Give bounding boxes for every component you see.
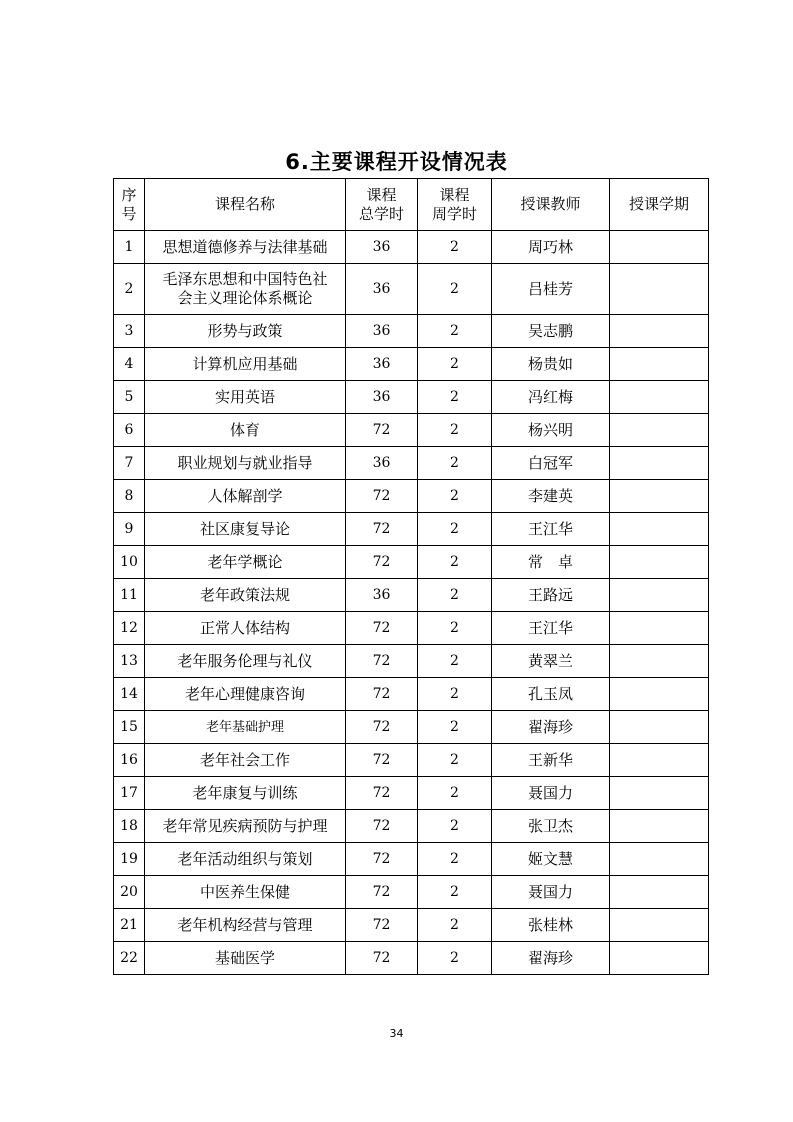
page-title: 6.主要课程开设情况表 [285, 150, 508, 174]
row-teacher: 王路远 [492, 579, 610, 612]
row-total-hours: 72 [346, 480, 418, 513]
row-term [610, 645, 709, 678]
row-course-name: 毛泽东思想和中国特色社 会主义理论体系概论 [145, 264, 346, 315]
row-no: 14 [114, 678, 145, 711]
row-term [610, 909, 709, 942]
row-term [610, 579, 709, 612]
table-row [114, 381, 709, 414]
row-teacher: 翟海珍 [492, 942, 610, 975]
row-weekly-hours: 2 [418, 546, 492, 579]
row-no: 11 [114, 579, 145, 612]
row-teacher: 杨贵如 [492, 348, 610, 381]
row-course-name: 人体解剖学 [145, 480, 346, 513]
row-weekly-hours: 2 [418, 744, 492, 777]
row-no: 8 [114, 480, 145, 513]
row-no: 19 [114, 843, 145, 876]
row-total-hours: 72 [346, 612, 418, 645]
row-total-hours: 36 [346, 315, 418, 348]
row-weekly-hours: 2 [418, 579, 492, 612]
row-teacher: 常 卓 [492, 546, 610, 579]
table-header-row [114, 179, 709, 231]
row-term [610, 264, 709, 315]
row-total-hours: 72 [346, 678, 418, 711]
row-total-hours: 72 [346, 777, 418, 810]
row-no: 18 [114, 810, 145, 843]
row-no: 3 [114, 315, 145, 348]
row-teacher: 王江华 [492, 612, 610, 645]
row-term [610, 381, 709, 414]
row-no: 1 [114, 231, 145, 264]
row-no: 7 [114, 447, 145, 480]
table-row [114, 645, 709, 678]
table-row [114, 810, 709, 843]
row-course-name: 正常人体结构 [145, 612, 346, 645]
row-total-hours: 72 [346, 909, 418, 942]
table-row [114, 447, 709, 480]
row-course-name: 老年常见疾病预防与护理 [145, 810, 346, 843]
row-course-name: 职业规划与就业指导 [145, 447, 346, 480]
header-weekly-hours: 课程 周学时 [418, 179, 492, 231]
table-row [114, 876, 709, 909]
row-no: 9 [114, 513, 145, 546]
row-total-hours: 36 [346, 348, 418, 381]
row-weekly-hours: 2 [418, 513, 492, 546]
table-row [114, 909, 709, 942]
row-weekly-hours: 2 [418, 810, 492, 843]
header-course-name: 课程名称 [145, 179, 346, 231]
row-weekly-hours: 2 [418, 414, 492, 447]
row-term [610, 612, 709, 645]
row-total-hours: 36 [346, 381, 418, 414]
row-course-name: 老年机构经营与管理 [145, 909, 346, 942]
table-row [114, 942, 709, 975]
row-term [610, 777, 709, 810]
row-teacher: 周巧林 [492, 231, 610, 264]
row-term [610, 315, 709, 348]
row-weekly-hours: 2 [418, 315, 492, 348]
row-no: 20 [114, 876, 145, 909]
row-course-name: 中医养生保健 [145, 876, 346, 909]
row-course-name: 老年心理健康咨询 [145, 678, 346, 711]
row-total-hours: 72 [346, 942, 418, 975]
row-course-name: 老年政策法规 [145, 579, 346, 612]
header-teacher: 授课教师 [492, 179, 610, 231]
table-row [114, 777, 709, 810]
row-weekly-hours: 2 [418, 480, 492, 513]
row-teacher: 聂国力 [492, 876, 610, 909]
row-weekly-hours: 2 [418, 711, 492, 744]
row-weekly-hours: 2 [418, 348, 492, 381]
row-no: 5 [114, 381, 145, 414]
row-no: 10 [114, 546, 145, 579]
row-no: 22 [114, 942, 145, 975]
row-course-name: 老年活动组织与策划 [145, 843, 346, 876]
page-number: 34 [389, 1027, 404, 1040]
row-total-hours: 36 [346, 579, 418, 612]
row-course-name: 基础医学 [145, 942, 346, 975]
header-term: 授课学期 [610, 179, 709, 231]
table-row [114, 744, 709, 777]
row-weekly-hours: 2 [418, 909, 492, 942]
row-teacher: 聂国力 [492, 777, 610, 810]
row-teacher: 王新华 [492, 744, 610, 777]
row-teacher: 孔玉凤 [492, 678, 610, 711]
row-weekly-hours: 2 [418, 231, 492, 264]
row-teacher: 王江华 [492, 513, 610, 546]
row-course-name: 老年学概论 [145, 546, 346, 579]
row-weekly-hours: 2 [418, 612, 492, 645]
row-teacher: 白冠军 [492, 447, 610, 480]
row-teacher: 黄翠兰 [492, 645, 610, 678]
table-row [114, 513, 709, 546]
row-no: 4 [114, 348, 145, 381]
row-total-hours: 72 [346, 513, 418, 546]
row-weekly-hours: 2 [418, 876, 492, 909]
row-course-name: 老年服务伦理与礼仪 [145, 645, 346, 678]
row-no: 2 [114, 264, 145, 315]
row-teacher: 李建英 [492, 480, 610, 513]
row-term [610, 876, 709, 909]
row-total-hours: 72 [346, 546, 418, 579]
row-total-hours: 36 [346, 231, 418, 264]
row-weekly-hours: 2 [418, 645, 492, 678]
row-weekly-hours: 2 [418, 381, 492, 414]
row-total-hours: 72 [346, 744, 418, 777]
row-term [610, 744, 709, 777]
row-course-name: 老年基础护理 [145, 711, 346, 744]
row-total-hours: 72 [346, 711, 418, 744]
table-row [114, 315, 709, 348]
row-term [610, 447, 709, 480]
row-teacher: 吕桂芳 [492, 264, 610, 315]
row-course-name: 实用英语 [145, 381, 346, 414]
row-total-hours: 72 [346, 414, 418, 447]
row-teacher: 杨兴明 [492, 414, 610, 447]
header-no: 序 号 [114, 179, 145, 231]
row-weekly-hours: 2 [418, 843, 492, 876]
row-weekly-hours: 2 [418, 447, 492, 480]
row-total-hours: 72 [346, 843, 418, 876]
table-row [114, 414, 709, 447]
row-no: 13 [114, 645, 145, 678]
row-teacher: 姬文慧 [492, 843, 610, 876]
row-no: 21 [114, 909, 145, 942]
row-weekly-hours: 2 [418, 264, 492, 315]
table-row [114, 678, 709, 711]
row-total-hours: 36 [346, 447, 418, 480]
row-course-name: 思想道德修养与法律基础 [145, 231, 346, 264]
row-term [610, 348, 709, 381]
row-total-hours: 72 [346, 645, 418, 678]
row-teacher: 张桂林 [492, 909, 610, 942]
row-course-name: 老年康复与训练 [145, 777, 346, 810]
table-row [114, 546, 709, 579]
table-row [114, 264, 709, 315]
row-course-name: 计算机应用基础 [145, 348, 346, 381]
table-row [114, 612, 709, 645]
table-row [114, 231, 709, 264]
row-course-name: 老年社会工作 [145, 744, 346, 777]
row-teacher: 张卫杰 [492, 810, 610, 843]
row-term [610, 843, 709, 876]
row-course-name: 体育 [145, 414, 346, 447]
row-teacher: 翟海珍 [492, 711, 610, 744]
header-total-hours: 课程 总学时 [346, 179, 418, 231]
table-row [114, 579, 709, 612]
row-teacher: 冯红梅 [492, 381, 610, 414]
row-weekly-hours: 2 [418, 942, 492, 975]
row-course-name: 形势与政策 [145, 315, 346, 348]
row-total-hours: 36 [346, 264, 418, 315]
row-term [610, 678, 709, 711]
row-no: 12 [114, 612, 145, 645]
row-weekly-hours: 2 [418, 777, 492, 810]
course-table [113, 178, 709, 975]
row-total-hours: 72 [346, 810, 418, 843]
row-term [610, 414, 709, 447]
row-teacher: 吴志鹏 [492, 315, 610, 348]
row-term [610, 942, 709, 975]
row-course-name: 社区康复导论 [145, 513, 346, 546]
table-row [114, 711, 709, 744]
row-total-hours: 72 [346, 876, 418, 909]
row-term [610, 513, 709, 546]
row-term [610, 231, 709, 264]
row-no: 16 [114, 744, 145, 777]
row-no: 6 [114, 414, 145, 447]
row-weekly-hours: 2 [418, 678, 492, 711]
row-term [610, 480, 709, 513]
row-no: 15 [114, 711, 145, 744]
table-row [114, 348, 709, 381]
row-term [610, 810, 709, 843]
table-row [114, 480, 709, 513]
table-row [114, 843, 709, 876]
row-no: 17 [114, 777, 145, 810]
row-term [610, 546, 709, 579]
row-term [610, 711, 709, 744]
